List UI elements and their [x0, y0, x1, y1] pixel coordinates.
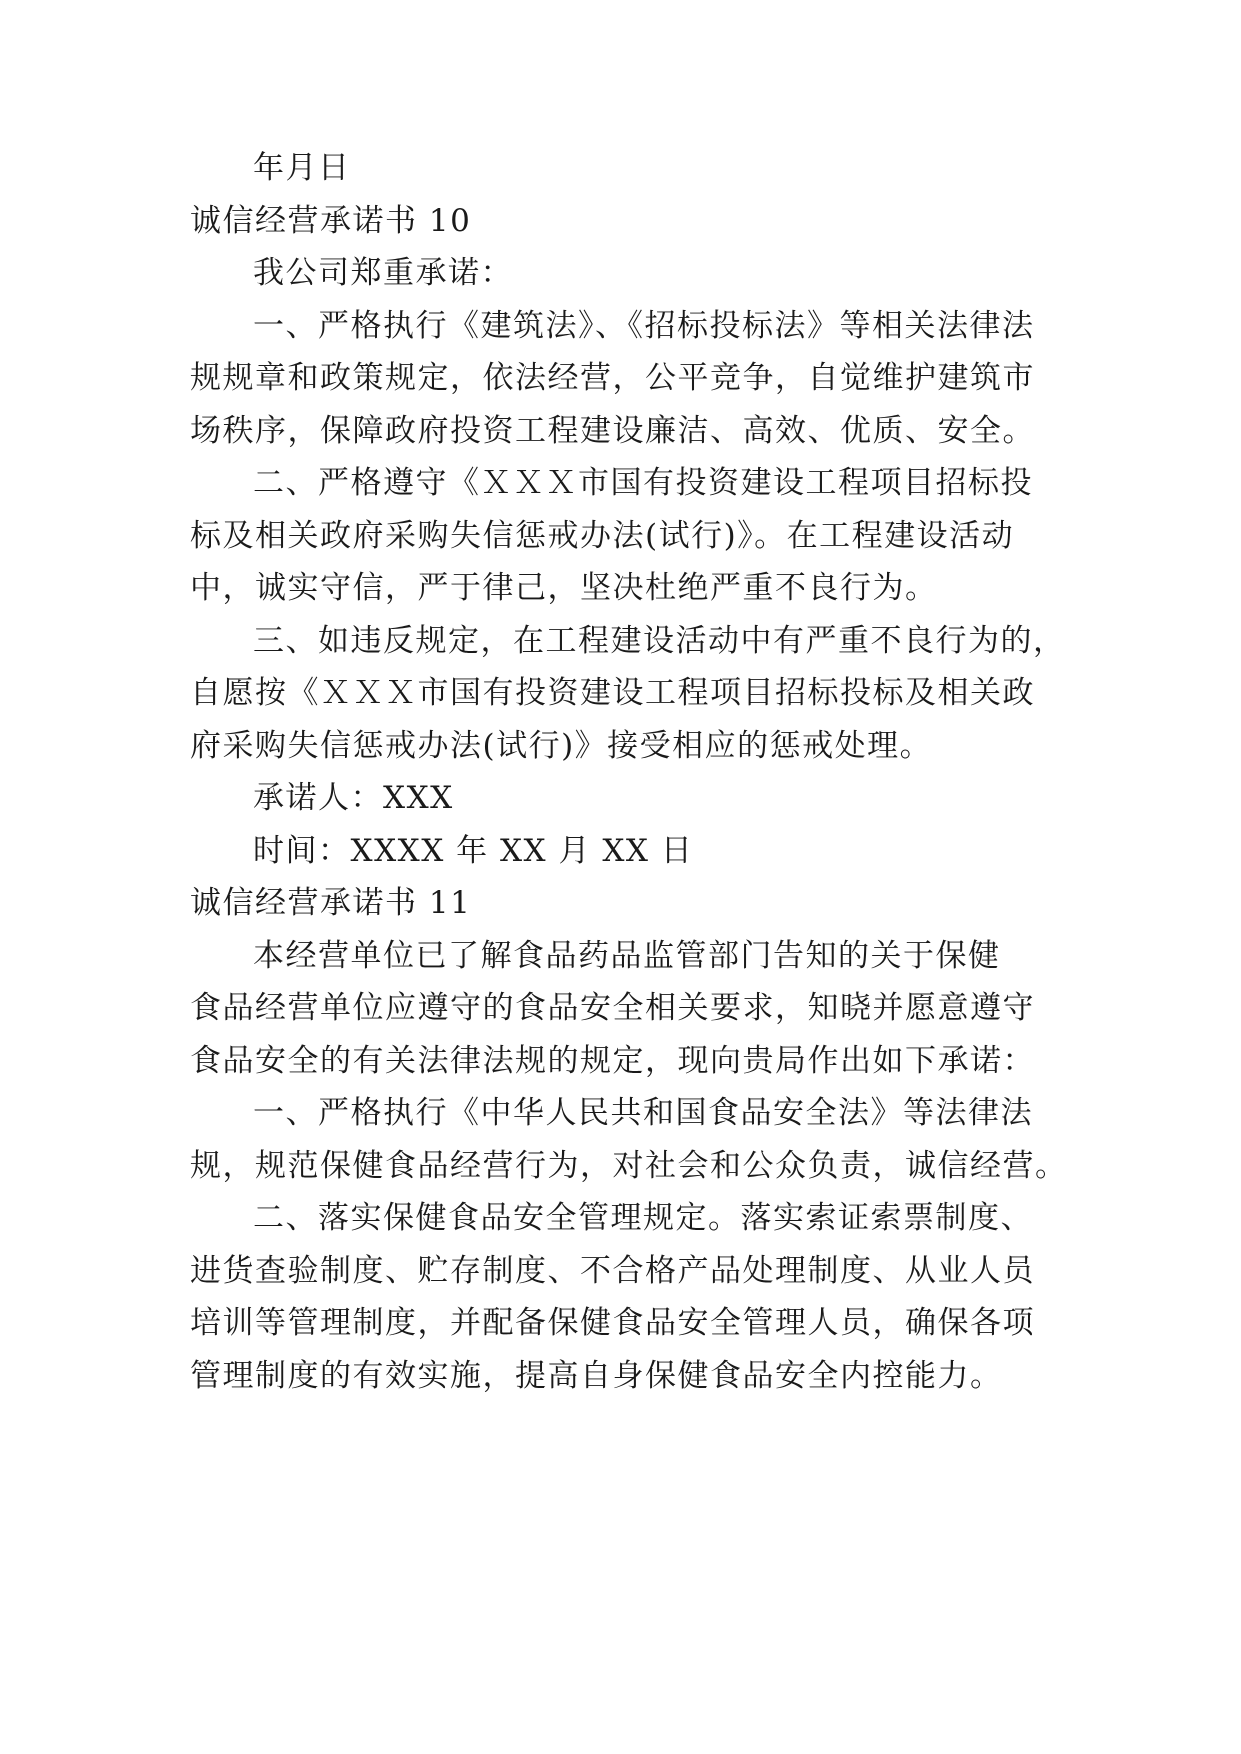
- time-line: 时间：XXXX 年 XX 月 XX 日: [253, 833, 694, 869]
- paragraph-line: 自愿按《ＸＸＸ市国有投资建设工程项目招标投标及相关政: [190, 675, 1035, 711]
- paragraph-line: 本经营单位已了解食品药品监管部门告知的关于保健: [253, 938, 1001, 974]
- paragraph-line: 标及相关政府采购失信惩戒办法(试行)》。在工程建设活动: [190, 518, 1015, 554]
- paragraph-line: 中，诚实守信，严于律己，坚决杜绝严重不良行为。: [190, 570, 938, 606]
- date-line: 年月日: [253, 150, 351, 186]
- signatory-line: 承诺人：XXX: [253, 780, 454, 816]
- section-heading-11: 诚信经营承诺书 11: [190, 885, 472, 921]
- paragraph-line: 食品经营单位应遵守的食品安全相关要求，知晓并愿意遵守: [190, 990, 1035, 1026]
- paragraph-line: 三、如违反规定，在工程建设活动中有严重不良行为的，: [253, 623, 1066, 659]
- paragraph-line: 一、严格执行《中华人民共和国食品安全法》等法律法: [253, 1095, 1033, 1131]
- paragraph-line: 培训等管理制度，并配备保健食品安全管理人员，确保各项: [190, 1305, 1035, 1341]
- paragraph-line: 府采购失信惩戒办法(试行)》接受相应的惩戒处理。: [190, 728, 933, 764]
- paragraph-line: 我公司郑重承诺：: [253, 255, 513, 291]
- paragraph-line: 食品安全的有关法律法规的规定，现向贵局作出如下承诺：: [190, 1043, 1035, 1079]
- section-heading-10: 诚信经营承诺书 10: [190, 203, 472, 239]
- paragraph-line: 管理制度的有效实施，提高自身保健食品安全内控能力。: [190, 1358, 1003, 1394]
- paragraph-line: 场秩序，保障政府投资工程建设廉洁、高效、优质、安全。: [190, 413, 1035, 449]
- paragraph-line: 规规章和政策规定，依法经营，公平竞争，自觉维护建筑市: [190, 360, 1035, 396]
- paragraph-line: 二、严格遵守《ＸＸＸ市国有投资建设工程项目招标投: [253, 465, 1033, 501]
- paragraph-line: 一、严格执行《建筑法》、《招标投标法》等相关法律法: [253, 308, 1035, 344]
- paragraph-line: 二、落实保健食品安全管理规定。落实索证索票制度、: [253, 1200, 1033, 1236]
- paragraph-line: 进货查验制度、贮存制度、不合格产品处理制度、从业人员: [190, 1253, 1035, 1289]
- paragraph-line: 规，规范保健食品经营行为，对社会和公众负责，诚信经营。: [190, 1148, 1068, 1184]
